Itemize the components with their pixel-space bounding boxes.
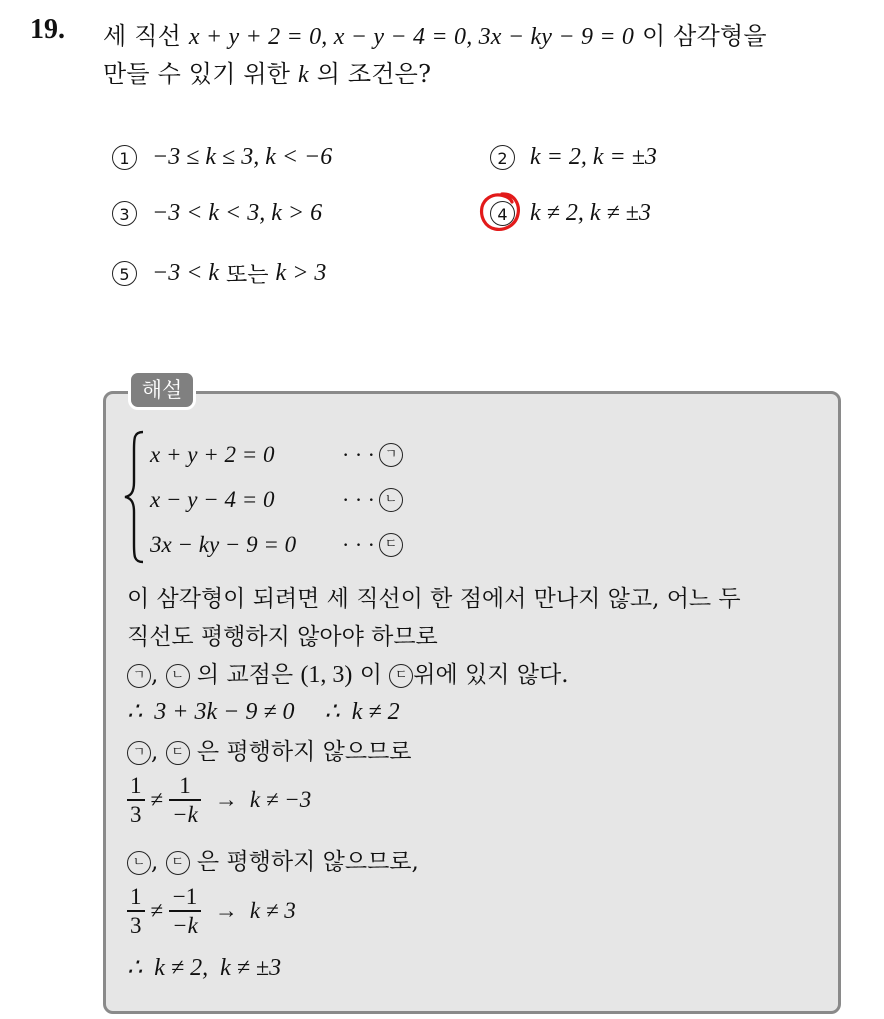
choice-text-1: −3 ≤ k ≤ 3, k < −6 (152, 144, 333, 170)
fraction-inequality-2 (127, 883, 296, 939)
text: 은 평행하지 않으므로 (189, 739, 412, 765)
choice-marker-2: 2 (490, 145, 515, 170)
numerator: 1 (179, 773, 191, 798)
ellipsis: · · · (342, 487, 375, 512)
inequality-result: ∴ 3 + 3k − 9 ≠ 0 ∴ k ≠ 2 (127, 699, 400, 725)
denominator: −k (172, 801, 198, 827)
label-giyeok: ㄱ (127, 664, 151, 688)
label-digeut: ㄷ (166, 851, 190, 875)
numerator: −1 (172, 884, 198, 909)
system-tag-3 (342, 532, 403, 558)
label-nieun: ㄴ (166, 664, 190, 688)
label-digeut: ㄷ (389, 664, 413, 688)
system-tag-2 (342, 487, 403, 513)
comma: , (151, 739, 166, 765)
conclusion-text: ∴ k ≠ 2, k ≠ ±3 (127, 955, 282, 981)
question-prefix: 세 직선 (103, 22, 189, 50)
choice-text-4: k ≠ 2, k ≠ ±3 (530, 200, 651, 226)
fraction-left (127, 772, 145, 828)
numerator: 1 (130, 773, 142, 798)
text: 이 (352, 662, 390, 688)
label-giyeok: ㄱ (127, 741, 151, 765)
choice-marker-1: 1 (112, 145, 137, 170)
choice-text-5c: k > 3 (275, 260, 327, 286)
comma: , (151, 849, 166, 875)
label-digeut: ㄷ (166, 741, 190, 765)
result: k ≠ 3 (249, 897, 296, 923)
fraction-left (127, 883, 145, 939)
choice-text-3: −3 < k < 3, k > 6 (152, 200, 323, 226)
label-nieun: ㄴ (127, 851, 151, 875)
question-suffix: 이 삼각형을 (634, 22, 767, 50)
question-text-line-2 (103, 54, 431, 89)
choice-text-2: k = 2, k = ±3 (530, 144, 657, 170)
intersection-point: (1, 3) (300, 662, 353, 688)
text: 위에 있지 않다. (413, 662, 569, 688)
explanation-line-1: 이 삼각형이 되려면 세 직선이 한 점에서 만나지 않고, 어느 두 (127, 586, 741, 612)
fraction-inequality-1 (127, 772, 311, 828)
explanation-line-7 (127, 843, 419, 876)
choice-marker-5: 5 (112, 261, 137, 286)
choice-3[interactable] (112, 200, 322, 227)
choice-5[interactable] (112, 258, 326, 289)
result: k ≠ −3 (249, 786, 312, 812)
text: 의 교점은 (189, 662, 301, 688)
explanation-line-4 (127, 697, 400, 726)
system-equation-1: x + y + 2 = 0 (150, 442, 275, 467)
question-line2-prefix: 만들 수 있기 위한 (103, 60, 299, 88)
explanation-line-5 (127, 733, 412, 766)
fraction-right (169, 772, 201, 828)
question-equations: x + y + 2 = 0, x − y − 4 = 0, 3x − ky − 9 = 0 (188, 24, 635, 50)
choice-marker-4: 4 (490, 201, 515, 226)
ellipsis: · · · (342, 532, 375, 557)
arrow: → (214, 786, 238, 812)
explanation-line-3 (127, 656, 569, 689)
choice-2[interactable] (490, 144, 657, 171)
system-equation-3: 3x − ky − 9 = 0 (150, 532, 297, 557)
choice-text-5a: −3 < k (152, 260, 220, 286)
arrow: → (214, 897, 238, 923)
numerator: 1 (130, 884, 142, 909)
text: 은 평행하지 않으므로, (189, 849, 419, 875)
question-line2-suffix: 의 조건은? (308, 60, 432, 88)
system-equation-2: x − y − 4 = 0 (150, 487, 275, 512)
explanation-line-2: 직선도 평행하지 않아야 하므로 (127, 624, 438, 650)
conclusion (127, 953, 281, 982)
question-number: 19. (30, 14, 65, 45)
choice-4[interactable] (490, 200, 651, 227)
label-giyeok: ㄱ (379, 443, 403, 467)
ellipsis: · · · (342, 442, 375, 467)
denominator: 3 (130, 912, 142, 938)
not-equal-sign: ≠ (150, 897, 164, 923)
choice-1[interactable] (112, 144, 332, 171)
choice-marker-3: 3 (112, 201, 137, 226)
denominator: 3 (130, 801, 142, 827)
comma: , (151, 662, 166, 688)
label-nieun: ㄴ (379, 488, 403, 512)
question-variable: k (298, 62, 309, 88)
fraction-right (169, 883, 201, 939)
label-digeut: ㄷ (379, 533, 403, 557)
choice-text-5b: 또는 (219, 263, 276, 288)
solution-tag: 해설 (128, 370, 196, 410)
question-text-line-1 (103, 16, 767, 51)
left-brace (121, 430, 151, 564)
system-tag-1 (342, 442, 403, 468)
denominator: −k (172, 912, 198, 938)
not-equal-sign: ≠ (150, 786, 164, 812)
